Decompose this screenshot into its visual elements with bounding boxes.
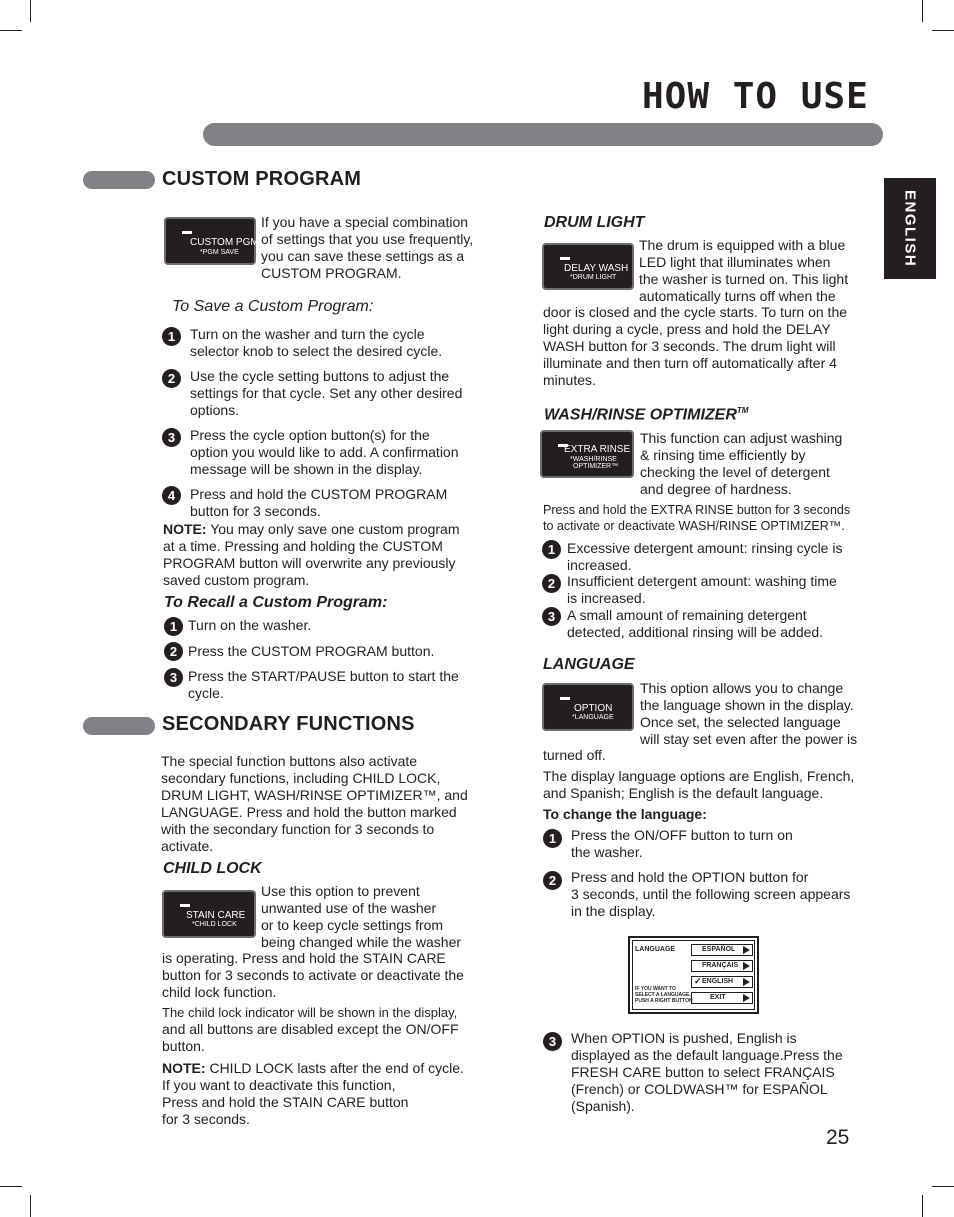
- crop-mark: [922, 1195, 923, 1217]
- language-tab: [884, 178, 936, 279]
- screen-option-espanol: ESPAÑOL: [691, 944, 753, 956]
- step-number: 3: [162, 428, 181, 447]
- save-step-4: Press and hold the CUSTOM PROGRAM button for 3 seconds.: [190, 486, 448, 519]
- language-step-1: Press the ON/OFF button to turn on the washer.: [571, 827, 793, 860]
- arrow-right-icon: [743, 962, 750, 970]
- button-sublabel: *LANGUAGE: [572, 714, 614, 721]
- custom-program-note: NOTE: You may only save one custom program at a time. Pressing and holding the CUSTOM PROGRAM button will overwrite any previously saved custom program.: [163, 521, 460, 588]
- button-label: CUSTOM PGM: [190, 237, 259, 248]
- step-number: 2: [542, 574, 561, 593]
- crop-mark: [922, 0, 923, 22]
- language-display-screen: [628, 936, 759, 1014]
- optimizer-step-2: Insufficient detergent amount: washing time is increased.: [567, 573, 837, 606]
- indicator-dash: [182, 231, 192, 234]
- check-icon: ✓: [694, 976, 702, 986]
- button-label: OPTION: [574, 703, 613, 714]
- crop-mark: [932, 1186, 954, 1187]
- step-number: 1: [162, 327, 181, 346]
- optimizer-press-text: Press and hold the EXTRA RINSE button for 3 seconds to activate or deactivate WASH/RINSE OPTIMIZER™.: [543, 503, 851, 533]
- child-lock-note: NOTE: CHILD LOCK lasts after the end of cycle. If you want to deactivate this function, Press and hold the STAIN CARE button for 3 seconds.: [162, 1060, 464, 1127]
- crop-mark: [30, 0, 31, 22]
- recall-program-subtitle: To Recall a Custom Program:: [164, 594, 388, 611]
- arrow-right-icon: [743, 994, 750, 1002]
- language-text-long: turned off.: [543, 747, 606, 763]
- section-pill: [83, 171, 155, 189]
- drum-light-text-short: The drum is equipped with a blue LED light that illuminates when the washer is turned on. This light automatically turns off when the: [639, 237, 849, 304]
- delay-wash-button-illustration: [542, 243, 634, 290]
- language-subtitle: LANGUAGE: [543, 656, 635, 673]
- step-number: 4: [162, 486, 181, 505]
- secondary-intro: The special function buttons also activate secondary functions, including CHILD LOCK, DRUM LIGHT, WASH/RINSE OPTIMIZER™, and LANGUAGE. Press and hold the button marked with the secondary function for 3 seconds to activate.: [161, 753, 468, 854]
- screen-option-exit: EXIT: [691, 992, 753, 1004]
- step-number: 3: [542, 607, 561, 626]
- optimizer-step-3: A small amount of remaining detergent detected, additional rinsing will be added.: [567, 607, 824, 640]
- step-number: 1: [164, 617, 183, 636]
- step-number: 3: [543, 1032, 562, 1051]
- stain-care-button-illustration: [162, 890, 256, 938]
- secondary-functions-title: SECONDARY FUNCTIONS: [162, 713, 415, 735]
- screen-option-english: ✓ ENGLISH: [691, 976, 753, 988]
- language-step-2: Press and hold the OPTION button for 3 seconds, until the following screen appears in the display.: [571, 869, 851, 919]
- crop-mark: [0, 1186, 22, 1187]
- language-step-3: When OPTION is pushed, English is displayed as the default language.Press the FRESH CARE button to select FRANÇAIS (French) or COLDWASH™ for ESPAÑOL (Spanish).: [571, 1030, 843, 1114]
- button-sublabel: *DRUM LIGHT: [570, 274, 617, 281]
- indicator-dash: [560, 697, 570, 700]
- step-number: 3: [164, 668, 183, 687]
- language-text-short: This option allows you to change the language shown in the display. Once set, the selected language will stay set even after the power is: [640, 680, 858, 747]
- button-label: STAIN CARE: [186, 910, 246, 921]
- button-sublabel: *CHILD LOCK: [192, 921, 237, 928]
- child-lock-subtitle: CHILD LOCK: [163, 860, 262, 877]
- button-sublabel: *PGM SAVE: [200, 249, 239, 256]
- save-program-subtitle: To Save a Custom Program:: [172, 298, 374, 315]
- option-button-illustration: [542, 683, 634, 731]
- drum-light-subtitle: DRUM LIGHT: [544, 214, 645, 231]
- step-number: 1: [543, 829, 562, 848]
- step-number: 2: [162, 369, 181, 388]
- screen-language-label: LANGUAGE: [635, 946, 676, 953]
- button-sublabel: OPTIMIZER™: [573, 463, 619, 470]
- header-bar: [203, 123, 883, 146]
- save-step-3: Press the cycle option button(s) for the option you would like to add. A confirmation message will be shown in the display.: [190, 427, 459, 477]
- recall-step-2: Press the CUSTOM PROGRAM button.: [188, 643, 435, 659]
- indicator-dash: [560, 257, 570, 260]
- arrow-right-icon: [743, 978, 750, 986]
- drum-light-text-long: door is closed and the cycle starts. To turn on the light during a cycle, press and hold the DELAY WASH button for 3 seconds. The drum light will illuminate and then turn off automatically after 4 minutes.: [543, 304, 848, 388]
- custom-program-title: CUSTOM PROGRAM: [162, 168, 362, 190]
- custom-program-intro: If you have a special combination of settings that you use frequently, you can save these settings as a CUSTOM PROGRAM.: [261, 214, 474, 281]
- language-options-text: The display language options are English, French, and Spanish; English is the default language.: [543, 768, 855, 801]
- indicator-dash: [180, 904, 190, 907]
- arrow-right-icon: [743, 946, 750, 954]
- language-tab-label: ENGLISH: [901, 189, 919, 268]
- save-step-2: Use the cycle setting buttons to adjust the settings for that cycle. Set any other desired options.: [190, 368, 463, 418]
- button-label: DELAY WASH: [564, 263, 629, 274]
- section-pill: [83, 717, 155, 735]
- crop-mark: [0, 30, 22, 31]
- step-number: 1: [542, 540, 561, 559]
- crop-mark: [30, 1195, 31, 1217]
- optimizer-step-1: Excessive detergent amount: rinsing cycle is increased.: [567, 540, 843, 573]
- optimizer-subtitle: WASH/RINSE OPTIMIZER™: [544, 406, 749, 424]
- child-lock-text-long: is operating. Press and hold the STAIN CARE button for 3 seconds to activate or deactivate the child lock function.: [162, 950, 464, 1000]
- screen-option-francais: FRANÇAIS: [691, 960, 753, 972]
- extra-rinse-button-illustration: [540, 430, 634, 478]
- button-label: EXTRA RINSE: [564, 444, 631, 455]
- step-number: 2: [543, 871, 562, 890]
- recall-step-1: Turn on the washer.: [188, 617, 312, 633]
- save-step-1: Turn on the washer and turn the cycle selector knob to select the desired cycle.: [190, 326, 443, 359]
- page-number: 25: [826, 1126, 850, 1149]
- screen-hint: IF YOU WANT TO SELECT A LANGUAGE, PUSH A RIGHT BUTTON: [635, 986, 693, 1004]
- recall-step-3: Press the START/PAUSE button to start the cycle.: [188, 668, 459, 701]
- page-title: HOW TO USE: [642, 76, 869, 117]
- child-lock-indicator-text: The child lock indicator will be shown in the display, and all buttons are disabled except the ON/OFF button.: [162, 1005, 459, 1054]
- optimizer-text-short: This function can adjust washing & rinsing time efficiently by checking the level of detergent and degree of hardness.: [640, 430, 843, 497]
- crop-mark: [932, 30, 954, 31]
- step-number: 2: [164, 642, 183, 661]
- custom-pgm-button-illustration: [164, 217, 259, 265]
- button-sublabel: *WASH/RINSE: [570, 456, 617, 463]
- change-language-label: To change the language:: [543, 806, 707, 822]
- child-lock-text-short: Use this option to prevent unwanted use of the washer or to keep cycle settings from being changed while the washer: [261, 883, 462, 950]
